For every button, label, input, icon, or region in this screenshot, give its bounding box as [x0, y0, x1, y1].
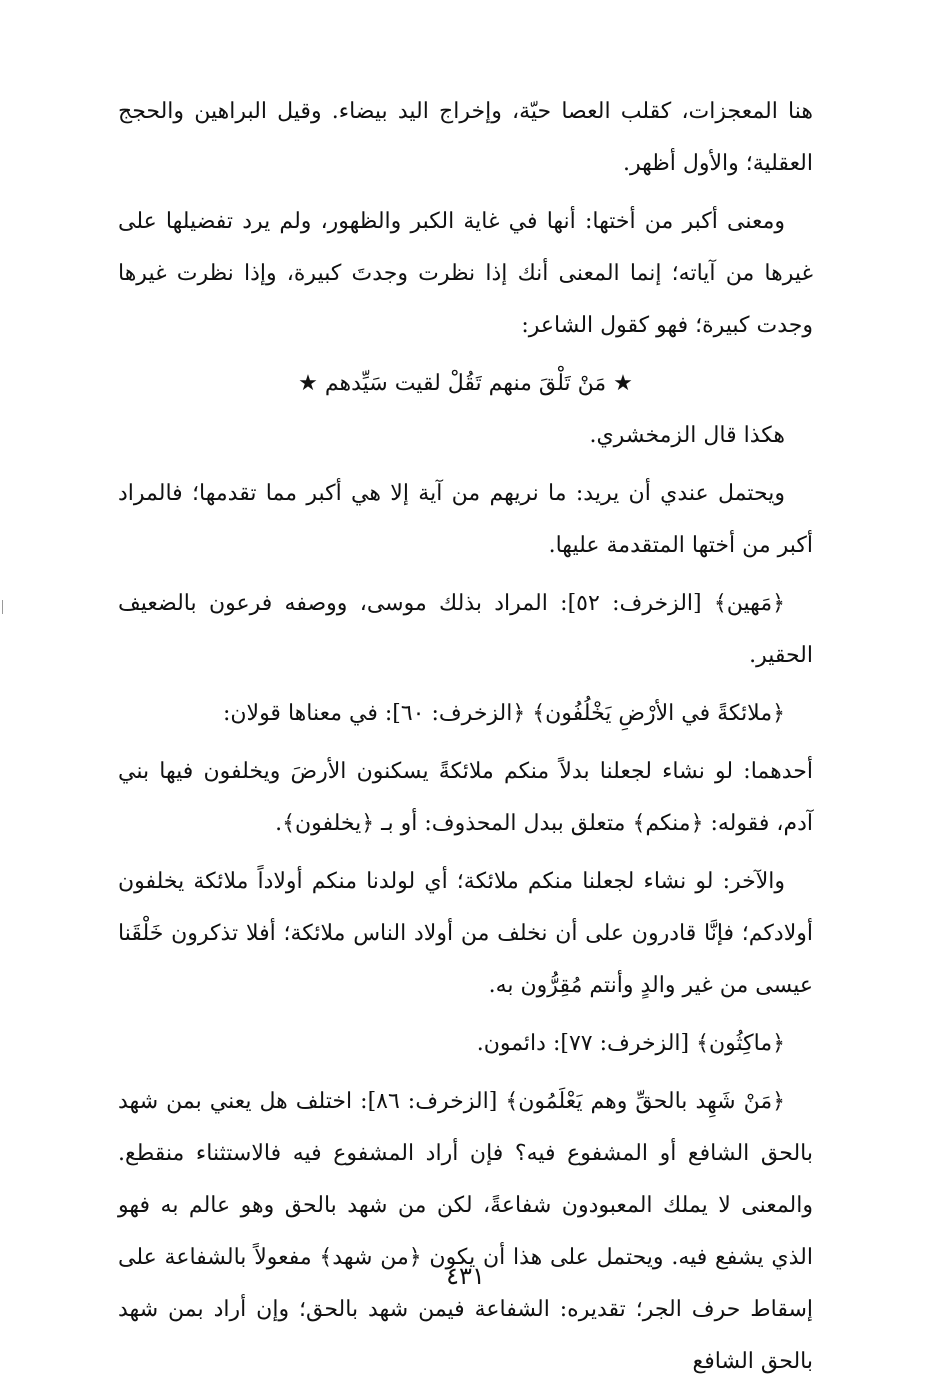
scan-margin-mark — [2, 600, 3, 614]
paragraph-greater-than-sister: ومعنى أكبر من أختها: أنها في غاية الكبر والظهور، ولم يرد تفضيلها على غيرها من آياته؛ إنما المعنى أنك إذا نظرت وجدتَ كبيرة، وإذا نظرت غيرها وجدت كبيرة؛ فهو كقول الشاعر: — [118, 209, 813, 338]
paragraph-second-opinion: والآخر: لو نشاء لجعلنا منكم ملائكة؛ أي لولدنا منكم أولاداً ملائكة يخلفون أولادكم؛ فإنَّا قادرون على أن نخلف من أولاد الناس ملائكة؛ أفلا تذكرون خَلْقَنا عيسى من غير والدٍ وأنتم مُقِرُّون به. — [118, 869, 813, 998]
paragraph-miracles: هنا المعجزات، كقلب العصا حيّة، وإخراج اليد بيضاء. وقيل البراهين والحجج العقلية؛ والأول أظهر. — [118, 99, 813, 176]
paragraph-author-opinion: ويحتمل عندي أن يريد: ما نريهم من آية إلا هي أكبر مما تقدمها؛ فالمراد أكبر من أختها المتقدمة عليها. — [118, 481, 813, 558]
paragraph-zamakhshari: هكذا قال الزمخشري. — [589, 423, 785, 448]
paragraph-first-opinion: أحدهما: لو نشاء لجعلنا بدلاً منكم ملائكةً يسكنون الأرضَ ويخلفون فيها بني آدم، فقوله: ﴿منكم﴾ متعلق ببدل المحذوف: أو بـ ﴿يخلفون﴾. — [118, 759, 813, 836]
page-body — [118, 86, 813, 1374]
paragraph-angels-heading: ﴿ملائكةً في الأرْضِ يَخْلُفُون﴾ ﴿الزخرف: ٦٠]: في معناها قولان: — [222, 701, 785, 726]
page-number: ٤٣١ — [446, 1262, 485, 1290]
poetry-verse: ★ مَنْ تَلْقَ منهم تَقُلْ لقيت سَيِّدهم ★ — [298, 371, 633, 396]
paragraph-mahin: ﴿مَهين﴾ [الزخرف: ٥٢]: المراد بذلك موسى، ووصفه فرعون بالضعيف الحقير. — [118, 591, 813, 668]
paragraph-makithun: ﴿ماكِثُون﴾ [الزخرف: ٧٧]: دائمون. — [476, 1031, 785, 1056]
paragraph-shahida-bil-haqq: ﴿مَنْ شَهِد بالحقِّ وهم يَعْلَمُون﴾ [الزخرف: ٨٦]: اختلف هل يعني بمن شهد بالحق الشافع أو المشفوع فيه؟ فإن أراد المشفوع فيه فالاستثناء منقطع. والمعنى لا يملك المعبودون شفاعةً، لكن من شهد بالحق وهو عالم به فهو الذي يشفع فيه. ويحتمل على هذا أن يكون ﴿من شهد﴾ مفعولاً بالشفاعة على إسقاط حرف الجر؛ تقديره: الشفاعة فيمن شهد بالحق؛ وإن أراد بمن شهد بالحق الشافع — [118, 1089, 813, 1374]
